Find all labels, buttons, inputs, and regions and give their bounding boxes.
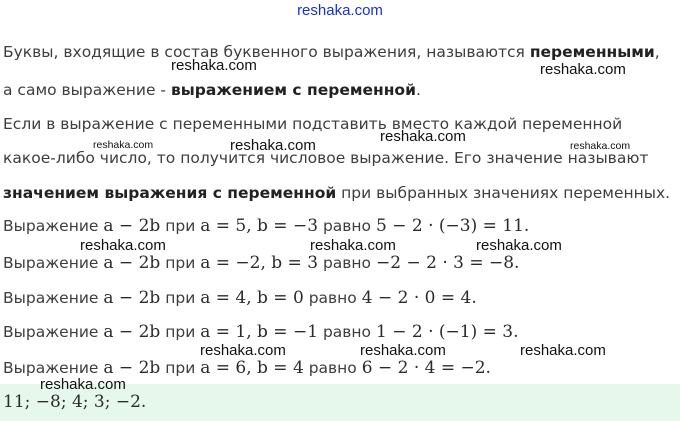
example-row [3, 253, 680, 273]
example-equals: равно [308, 289, 357, 307]
example-expression: a − 2b [103, 288, 161, 308]
example-calculation: 6 − 2 · 4 = −2. [361, 358, 491, 378]
term-variables: переменными [529, 43, 655, 61]
paragraph1-period: . [415, 81, 421, 99]
watermark: reshaka.com [230, 137, 316, 154]
watermark: reshaka.com [476, 237, 562, 254]
term-expression-with-variable: выражением с переменной [170, 81, 416, 99]
watermark: reshaka.com [40, 376, 126, 393]
watermark: reshaka.com [80, 237, 166, 254]
example-at: при [165, 254, 196, 272]
example-at: при [165, 359, 196, 377]
watermark: reshaka.com [200, 342, 286, 359]
example-expression: a − 2b [103, 216, 161, 236]
answer-text: 11; −8; 4; 3; −2. [3, 392, 147, 412]
example-calculation: −2 − 2 · 3 = −8. [375, 253, 520, 273]
example-equals: равно [308, 359, 357, 377]
example-values: a = 4, b = 0 [200, 288, 304, 308]
example-expression: a − 2b [103, 358, 161, 378]
site-title-link[interactable]: reshaka.com [297, 2, 383, 19]
watermark: reshaka.com [310, 237, 396, 254]
example-equals: равно [322, 323, 372, 341]
watermark: reshaka.com [570, 140, 631, 152]
example-label: Выражение [3, 254, 99, 272]
example-calculation: 5 − 2 · (−3) = 11. [375, 216, 530, 236]
paragraph1-text: Буквы, входящие в состав буквенного выражения, называются [3, 43, 530, 61]
example-row [3, 288, 680, 308]
example-values: a = 5, b = −3 [200, 216, 319, 236]
watermark: reshaka.com [380, 128, 466, 145]
example-label: Выражение [3, 217, 99, 235]
example-row [3, 358, 680, 378]
example-expression: a − 2b [103, 253, 161, 273]
example-label: Выражение [3, 359, 99, 377]
example-values: a = −2, b = 3 [200, 253, 319, 273]
example-equals: равно [322, 254, 372, 272]
example-label: Выражение [3, 289, 99, 307]
paragraph1-comma: , [654, 43, 660, 61]
example-at: при [165, 289, 196, 307]
paragraph2-line2: какое-либо число, то получится числовое выражение. Его значение называют [3, 149, 649, 167]
watermark: reshaka.com [360, 342, 446, 359]
example-at: при [165, 217, 196, 235]
term-value-of-expression: значением выражения с переменной [3, 184, 337, 202]
paragraph1-line2 [3, 80, 680, 100]
example-label: Выражение [3, 323, 99, 341]
example-at: при [165, 323, 196, 341]
watermark: reshaka.com [520, 342, 606, 359]
watermark: reshaka.com [171, 57, 257, 74]
example-calculation: 4 − 2 · 0 = 4. [361, 288, 477, 308]
paragraph1-text2: а само выражение - [3, 81, 171, 99]
paragraph2-line3 [3, 183, 680, 203]
example-row [3, 322, 680, 342]
example-equals: равно [322, 217, 372, 235]
example-row [3, 216, 680, 236]
watermark: reshaka.com [93, 139, 154, 151]
example-calculation: 1 − 2 · (−1) = 3. [375, 322, 519, 342]
example-expression: a − 2b [103, 322, 161, 342]
paragraph2-line1: Если в выражение с переменными подставить вместо каждой переменной [3, 115, 623, 133]
example-values: a = 1, b = −1 [200, 322, 319, 342]
example-values: a = 6, b = 4 [200, 358, 304, 378]
paragraph1-line1 [3, 42, 680, 62]
paragraph2-rest: при выбранных значениях переменных. [336, 184, 671, 202]
watermark: reshaka.com [540, 61, 626, 78]
